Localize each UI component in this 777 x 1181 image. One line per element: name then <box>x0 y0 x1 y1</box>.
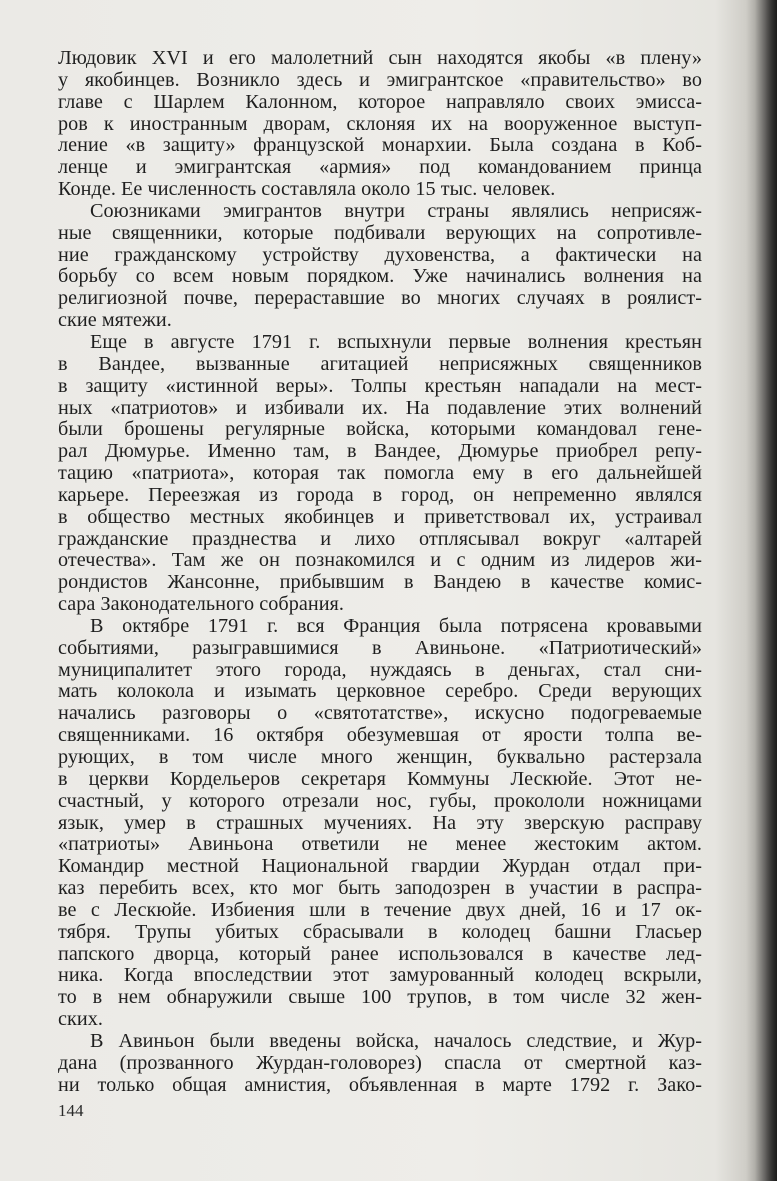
text-line: в защиту «истинной веры». Толпы крестьян нападали на мест- <box>58 374 702 397</box>
text-line: ние гражданскому устройству духовенства, а фактически на <box>58 243 702 266</box>
text-line: событиями, разыгравшимися в Авиньоне. «Патриотический» <box>58 636 702 659</box>
text-line: отечества». Там же он познакомился и с одним из лидеров жи- <box>58 549 702 572</box>
text-line: «патриоты» Авиньона ответили не менее жестоким актом. <box>58 833 702 856</box>
book-spine-shadow <box>755 0 777 1181</box>
text-line: В Авиньон были введены войска, началось следствие, и Жур- <box>90 1029 702 1052</box>
text-line: ление «в защиту» французской монархии. Была создана в Коб- <box>58 134 702 157</box>
text-line: счастный, у которого отрезали нос, губы, прокололи ножницами <box>58 789 702 812</box>
text-line: В октябре 1791 г. вся Франция была потрясена кровавыми <box>90 614 702 637</box>
paragraph <box>58 201 702 332</box>
text-line: рал Дюмурье. Именно там, в Вандее, Дюмурье приобрел репу- <box>58 440 702 463</box>
text-line: ни только общая амнистия, объявленная в марте 1792 г. Зако- <box>58 1073 702 1096</box>
text-line: были брошены регулярные войска, которыми командовал гене- <box>58 418 702 441</box>
text-line: у якобинцев. Возникло здесь и эмигрантское «правительство» во <box>58 68 702 91</box>
text-line: в общество местных якобинцев и приветствовал их, устраивал <box>58 505 702 528</box>
text-line: религиозной почве, перераставшие во многих случаях в роялист- <box>58 287 702 310</box>
text-line: ских. <box>58 1008 103 1031</box>
text-line: в церкви Кордельеров секретаря Коммуны Лескюйе. Этот не- <box>58 767 702 790</box>
text-line: Людовик XVI и его малолетний сын находятся якобы «в плену» <box>58 47 702 69</box>
text-line: Союзниками эмигрантов внутри страны являлись неприсяж- <box>90 199 702 222</box>
paragraph <box>58 616 702 1031</box>
text-line: ров к иностранным дворам, склоняя их на вооруженное выступ- <box>58 112 702 135</box>
text-line: рондистов Жансонне, прибывшим в Вандею в качестве комис- <box>58 571 702 594</box>
text-line: дана (прозванного Журдан-головорез) спасла от смертной каз- <box>58 1051 702 1074</box>
text-line: ские мятежи. <box>58 309 172 332</box>
text-line: язык, умер в страшных мучениях. На эту зверскую расправу <box>58 811 702 834</box>
paragraph <box>58 48 702 201</box>
text-line: Конде. Ее численность составляла около 15 тыс. человек. <box>58 178 556 201</box>
text-line: каз перебить всех, кто мог быть заподозрен в участии в распра- <box>58 877 702 900</box>
body-text <box>58 48 702 1097</box>
text-line: мать колокола и изымать церковное серебро. Среди верующих <box>58 680 702 703</box>
text-line: Еще в августе 1791 г. вспыхнули первые волнения крестьян <box>90 330 702 353</box>
text-line: гражданские празднества и лихо отплясывал вокруг «алтарей <box>58 527 702 550</box>
text-line: тацию «патриота», которая так помогла ему в его дальнейшей <box>58 462 702 485</box>
text-line: ника. Когда впоследствии этот замурованный колодец вскрыли, <box>58 964 702 987</box>
paragraph <box>58 332 702 616</box>
text-line: начались разговоры о «святотатстве», искусно подогреваемые <box>58 702 702 725</box>
text-line: папского дворца, который ранее использовался в качестве лед- <box>58 942 702 965</box>
text-line: тября. Трупы убитых сбрасывали в колодец башни Гласьер <box>58 920 702 943</box>
text-line: ве с Лескюйе. Избиения шли в течение двух дней, 16 и 17 ок- <box>58 898 702 921</box>
text-line: в Вандее, вызванные агитацией неприсяжных священников <box>58 352 702 375</box>
text-line: ленце и эмигрантская «армия» под командованием принца <box>58 156 702 179</box>
paragraph <box>58 1031 702 1097</box>
text-line: борьбу со всем новым порядком. Уже начинались волнения на <box>58 265 702 288</box>
text-line: рующих, в том числе много женщин, буквально растерзала <box>58 746 702 768</box>
page-number: 144 <box>58 1101 84 1120</box>
text-line: Командир местной Национальной гвардии Журдан отдал при- <box>58 855 702 878</box>
text-line: сара Законодательного собрания. <box>58 593 344 616</box>
text-line: карьере. Переезжая из города в город, он непременно являлся <box>58 483 702 506</box>
text-line: ных «патриотов» и избивали их. На подавление этих волнений <box>58 396 702 419</box>
text-line: ные священники, которые подбивали верующих на сопротивле- <box>58 221 702 244</box>
text-line: то в нем обнаружили свыше 100 трупов, в том числе 32 жен- <box>58 986 702 1009</box>
text-line: священниками. 16 октября обезумевшая от ярости толпа ве- <box>58 724 702 747</box>
text-line: муниципалитет этого города, нуждаясь в деньгах, стал сни- <box>58 658 702 681</box>
text-line: главе с Шарлем Калонном, которое направляло своих эмисса- <box>58 90 702 113</box>
